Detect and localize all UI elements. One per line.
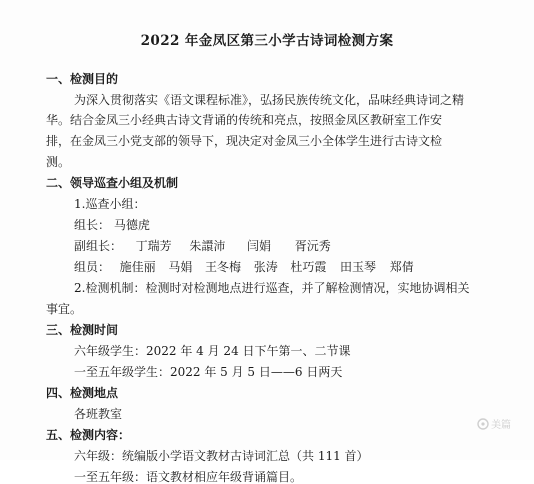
vice-leader-name: 胥沅秀 [294,239,331,253]
vice-leaders-row [74,239,331,253]
section-1-para-line: 华。结合金凤三小经典古诗文背诵的传统和亮点，按照金凤区教研室工作安 [46,113,443,127]
section-1-para-line: 为深入贯彻落实《语文课程标准》，弘扬民族传统文化，品味经典诗词之精 [74,93,465,107]
meipian-logo-icon [477,418,489,430]
content-line: 六年级：统编版小学语文教材古诗词汇总（共 111 首） [74,449,369,463]
member-name: 杜巧霞 [290,260,327,274]
members-row [74,260,414,274]
member-name: 施佳丽 [119,260,156,274]
patrol-group-label: 1.巡查小组： [74,197,146,211]
vice-leaders-label: 副组长： [74,239,123,253]
schedule-line: 六年级学生：2022 年 4 月 24 日下午第一、二节课 [74,344,351,358]
member-name: 张涛 [253,260,278,274]
vice-leader-name: 闫娟 [247,239,272,253]
members-label: 组员： [74,260,111,274]
mechanism-line: 2.检测机制：检测时对检测地点进行巡查，并了解检测情况，实地协调相关 [74,281,470,295]
vice-leader-name: 朱譞沛 [189,239,226,253]
page-title: 2022 年金凤区第三小学古诗词检测方案 [140,33,394,49]
watermark-text: 美篇 [491,420,511,431]
section-2-heading: 二、领导巡查小组及机制 [46,176,179,190]
section-1-para-line: 排，在金凤三小党支部的领导下，现决定对金凤三小全体学生进行古诗文检 [46,134,443,148]
member-name: 王冬梅 [205,260,242,274]
section-3-heading: 三、检测时间 [46,323,119,337]
section-1-heading: 一、检测目的 [46,72,119,86]
member-name: 郑倩 [389,260,414,274]
schedule-line: 一至五年级学生：2022 年 5 月 5 日——6 日两天 [74,365,343,379]
section-5-heading: 五、检测内容： [46,428,131,442]
location-line: 各班教室 [74,407,123,421]
section-1-para-line: 测。 [46,155,71,169]
content-line: 一至五年级：语文教材相应年级背诵篇目。 [74,470,303,484]
member-name: 田玉琴 [340,260,377,274]
mechanism-line: 事宜。 [46,302,83,316]
vice-leader-name: 丁瑞芳 [135,239,172,253]
watermark [477,416,511,431]
section-4-heading: 四、检测地点 [46,386,119,400]
member-name: 马娟 [168,260,193,274]
group-leader: 组长： 马德虎 [74,218,150,232]
